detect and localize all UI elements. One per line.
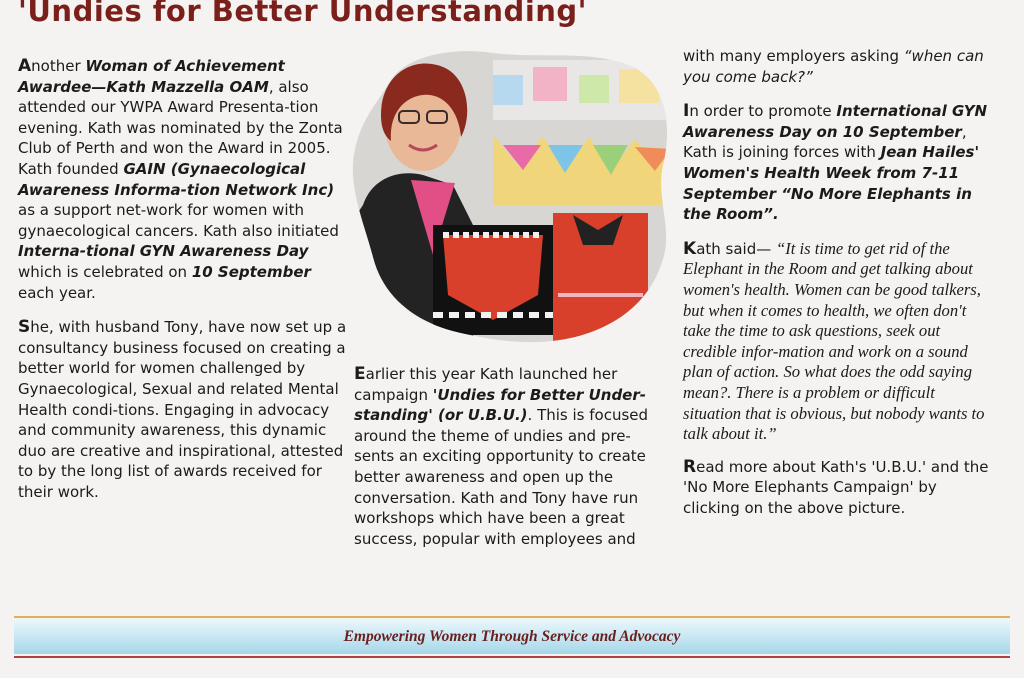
body-text: which is celebrated on (18, 262, 192, 281)
date-emphasis: 10 September (191, 262, 311, 281)
footer-rule-bottom (14, 656, 1010, 658)
footer-tagline: Empowering Women Through Service and Advocacy (343, 628, 681, 645)
drop-cap: I (683, 101, 690, 122)
body-text: he, with husband Tony, have now set up a consultancy business focused on creating a better world for women challenged by Gynaecological, Sexual and related Mental Health condi-tions. Engaging in advocacy and community awareness, this dynamic duo are creative and inspirational, attested to by the long list of awards received for their work. (18, 318, 347, 501)
drop-cap: S (18, 317, 31, 338)
kath-photo[interactable] (343, 45, 676, 355)
column-left (18, 56, 348, 502)
gain-name: GAIN (Gynaecological Awareness Informa-tion Network Inc) (18, 159, 335, 199)
gyn-day-name: Interna-tional GYN Awareness Day (18, 242, 309, 261)
footer-band (14, 620, 1010, 654)
article-title: 'Undies for Better Understanding' (18, 0, 588, 28)
drop-cap: K (683, 238, 697, 259)
paragraph-intro (18, 56, 348, 303)
body-text: , Kath is joining forces with (683, 122, 967, 162)
body-text: n order to promote (689, 102, 837, 121)
photo-woman-holding-undies-banner-icon (343, 45, 676, 355)
body-text: with many employers asking (683, 47, 904, 65)
awardee-name: Woman of Achievement Awardee—Kath Mazzella OAM (18, 57, 285, 96)
employer-quote: “when can you come back?” (683, 47, 984, 86)
body-text: each year. (18, 283, 96, 302)
footer-rule-top (14, 616, 1010, 618)
body-text: nother (31, 57, 86, 75)
campaign-name: 'Undies for Better Under-standing' (or U.B.U.) (354, 385, 646, 425)
body-text: arlier this year Kath launched her campaign (354, 365, 618, 404)
paragraph-consultancy (18, 317, 348, 502)
paragraph-read-more (683, 457, 993, 519)
health-week-emphasis: Jean Hailes' Women's Health Week from 7-11 September “No More Elephants in the Room”. (683, 143, 980, 224)
paragraph-campaign (354, 364, 666, 549)
read-more-text: ead more about Kath's 'U.B.U.' and the 'No More Elephants Campaign' by clicking on the above picture. (683, 457, 989, 517)
column-middle (354, 364, 666, 549)
drop-cap: E (354, 364, 366, 384)
body-text: ath said— (696, 239, 776, 258)
paragraph-kath-said (683, 239, 993, 445)
kath-quote: “It is time to get rid of the Elephant in the Room and get talking about women's health. Women can be good talkers, but when it comes to health, we often don't take the time to ask questions, seek out credible infor-mation and work on a sound plan of action. So what does the odd saying mean?. There is a problem or difficult situation that is obvious, but nobody wants to talk about it.” (683, 238, 985, 444)
drop-cap: R (683, 456, 697, 477)
body-text: . This is focused around the theme of undies and pre-sents an exciting opportunity to create better awareness and open up the conversation. Kath and Tony have run workshops which have been a great success, popular with employees and (354, 406, 649, 548)
column-right (683, 46, 993, 518)
drop-cap: A (18, 56, 32, 76)
body-text: , also attended our YWPA Award Presenta-tion evening. Kath was nominated by the Zonta Club of Perth and won the Award in 2005. Kath founded (18, 77, 343, 178)
paragraph-promotion (683, 101, 993, 225)
gyn-day-emphasis: International GYN Awareness Day on 10 September (683, 102, 988, 141)
body-text: as a support net-work for women with gynaecological cancers. Kath also initiated (18, 201, 339, 240)
paragraph-continuation (683, 46, 993, 87)
